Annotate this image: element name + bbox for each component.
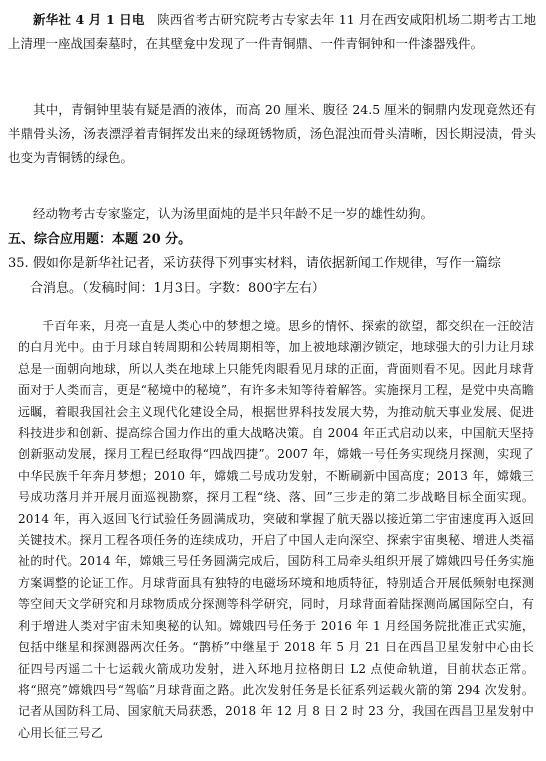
news-paragraph-1-text: 陕西省考古研究院考古专家去年 11 月在西安咸阳机场二期考古工地上清理一座战国秦墓时，在其壁龛中发现了一件青铜鼎、一件青铜钟和一件漆器残件。 bbox=[8, 12, 536, 51]
news-paragraph-1 bbox=[8, 8, 536, 56]
question-line-1 bbox=[8, 251, 542, 276]
news-dateline: 新华社 4 月 1 日电 bbox=[33, 12, 145, 27]
question-35 bbox=[8, 251, 542, 301]
section-title: 五、综合应用题：本题 20 分。 bbox=[8, 232, 192, 247]
question-line-2: 合消息。（发稿时间：1月3日。字数：800字左右） bbox=[30, 281, 325, 296]
news-paragraph-3: 经动物考古专家鉴定，认为汤里面炖的是半只年龄不足一岁的雄性幼狗。 bbox=[33, 206, 434, 221]
material-paragraph: 千百年来，月亮一直是人类心中的梦想之境。思乡的情怀、探索的欲望，都交织在一汪皎洁的白月光中。由于月球自转周期和公转周期相等，加上被地球潮汐锁定，地球强大的引力让月球总是一面朝向地球，所以人类在地球上只能凭肉眼看见月球的正面，背面则看不见。因此月球背面对于人类而言，更是“秘境中的秘境”，有许多未知等待着解答。实施探月工程，是党中央高瞻远瞩，着眼我国社会主义现代化建设全局，根据世界科技发展大势，为推动航天事业发展、促进科技进步和创新、提高综合国力作出的重大战略决策。自 2004 年正式启动以来，中国航天坚持创新驱动发展，探月工程已经取得“四战四捷”。2007 年，嫦娥一号任务实现绕月探测，实现了中华民族千年奔月梦想；2010 年，嫦娥二号成功发射，不断刷新中国高度；2013 年，嫦娥三号成功落月并开展月面巡视勘察，探月工程“绕、落、回”三步走的第二步战略目标全面实现。2014 年，再入返回飞行试验任务圆满成功，突破和掌握了航天器以接近第二宇宙速度再入返回关键技术。探月工程各项任务的连续成功，开启了中国人走向深空、探索宇宙奥秘、增进人类福祉的时代。2014 年，嫦娥三号任务圆满完成后，国防科工局牵头组织开展了嫦娥四号任务实施方案调整的论证工作。月球背面具有独特的电磁场环境和地质特征，特别适合开展低频射电探测等空间天文学研究和月球物质成分探测等科学研究，同时，月球背面着陆探测尚属国际空白，有利于增进人类对宇宙未知奥秘的认知。嫦娥四号任务于 2016 年 1 月经国务院批准正式实施，包括中继星和探测器两次任务。“鹊桥”中继星于 2018 年 5 月 21 日在西昌卫星发射中心由长征四号丙遥二十七运载火箭成功发射，进入环地月拉格朗日 L2 点使命轨道，目前状态正常。将“照亮”嫦娥四号“驾临”月球背面之路。此次发射任务是长征系列运载火箭的第 294 次发射。记者从国防科工局、国家航天局获悉，2018 年 12 月 8 日 2 时 23 分，我国在西昌卫星发射中心用长征三号乙 bbox=[18, 319, 534, 740]
question-text-1: 假如你是新华社记者，采访获得下列事实材料，请依据新闻工作规律，写作一篇综 bbox=[32, 256, 501, 271]
question-number: 35. bbox=[8, 256, 29, 271]
news-paragraph-2: 其中，青铜钟里装有疑是酒的液体，而高 20 厘米、腹径 24.5 厘米的铜鼎内发现竟然还有半鼎骨头汤，汤表漂浮着青铜挥发出来的绿斑锈物质，汤色混浊而骨头清晰，因长期浸渍，骨头也变为青铜锈的绿色。 bbox=[8, 102, 536, 165]
